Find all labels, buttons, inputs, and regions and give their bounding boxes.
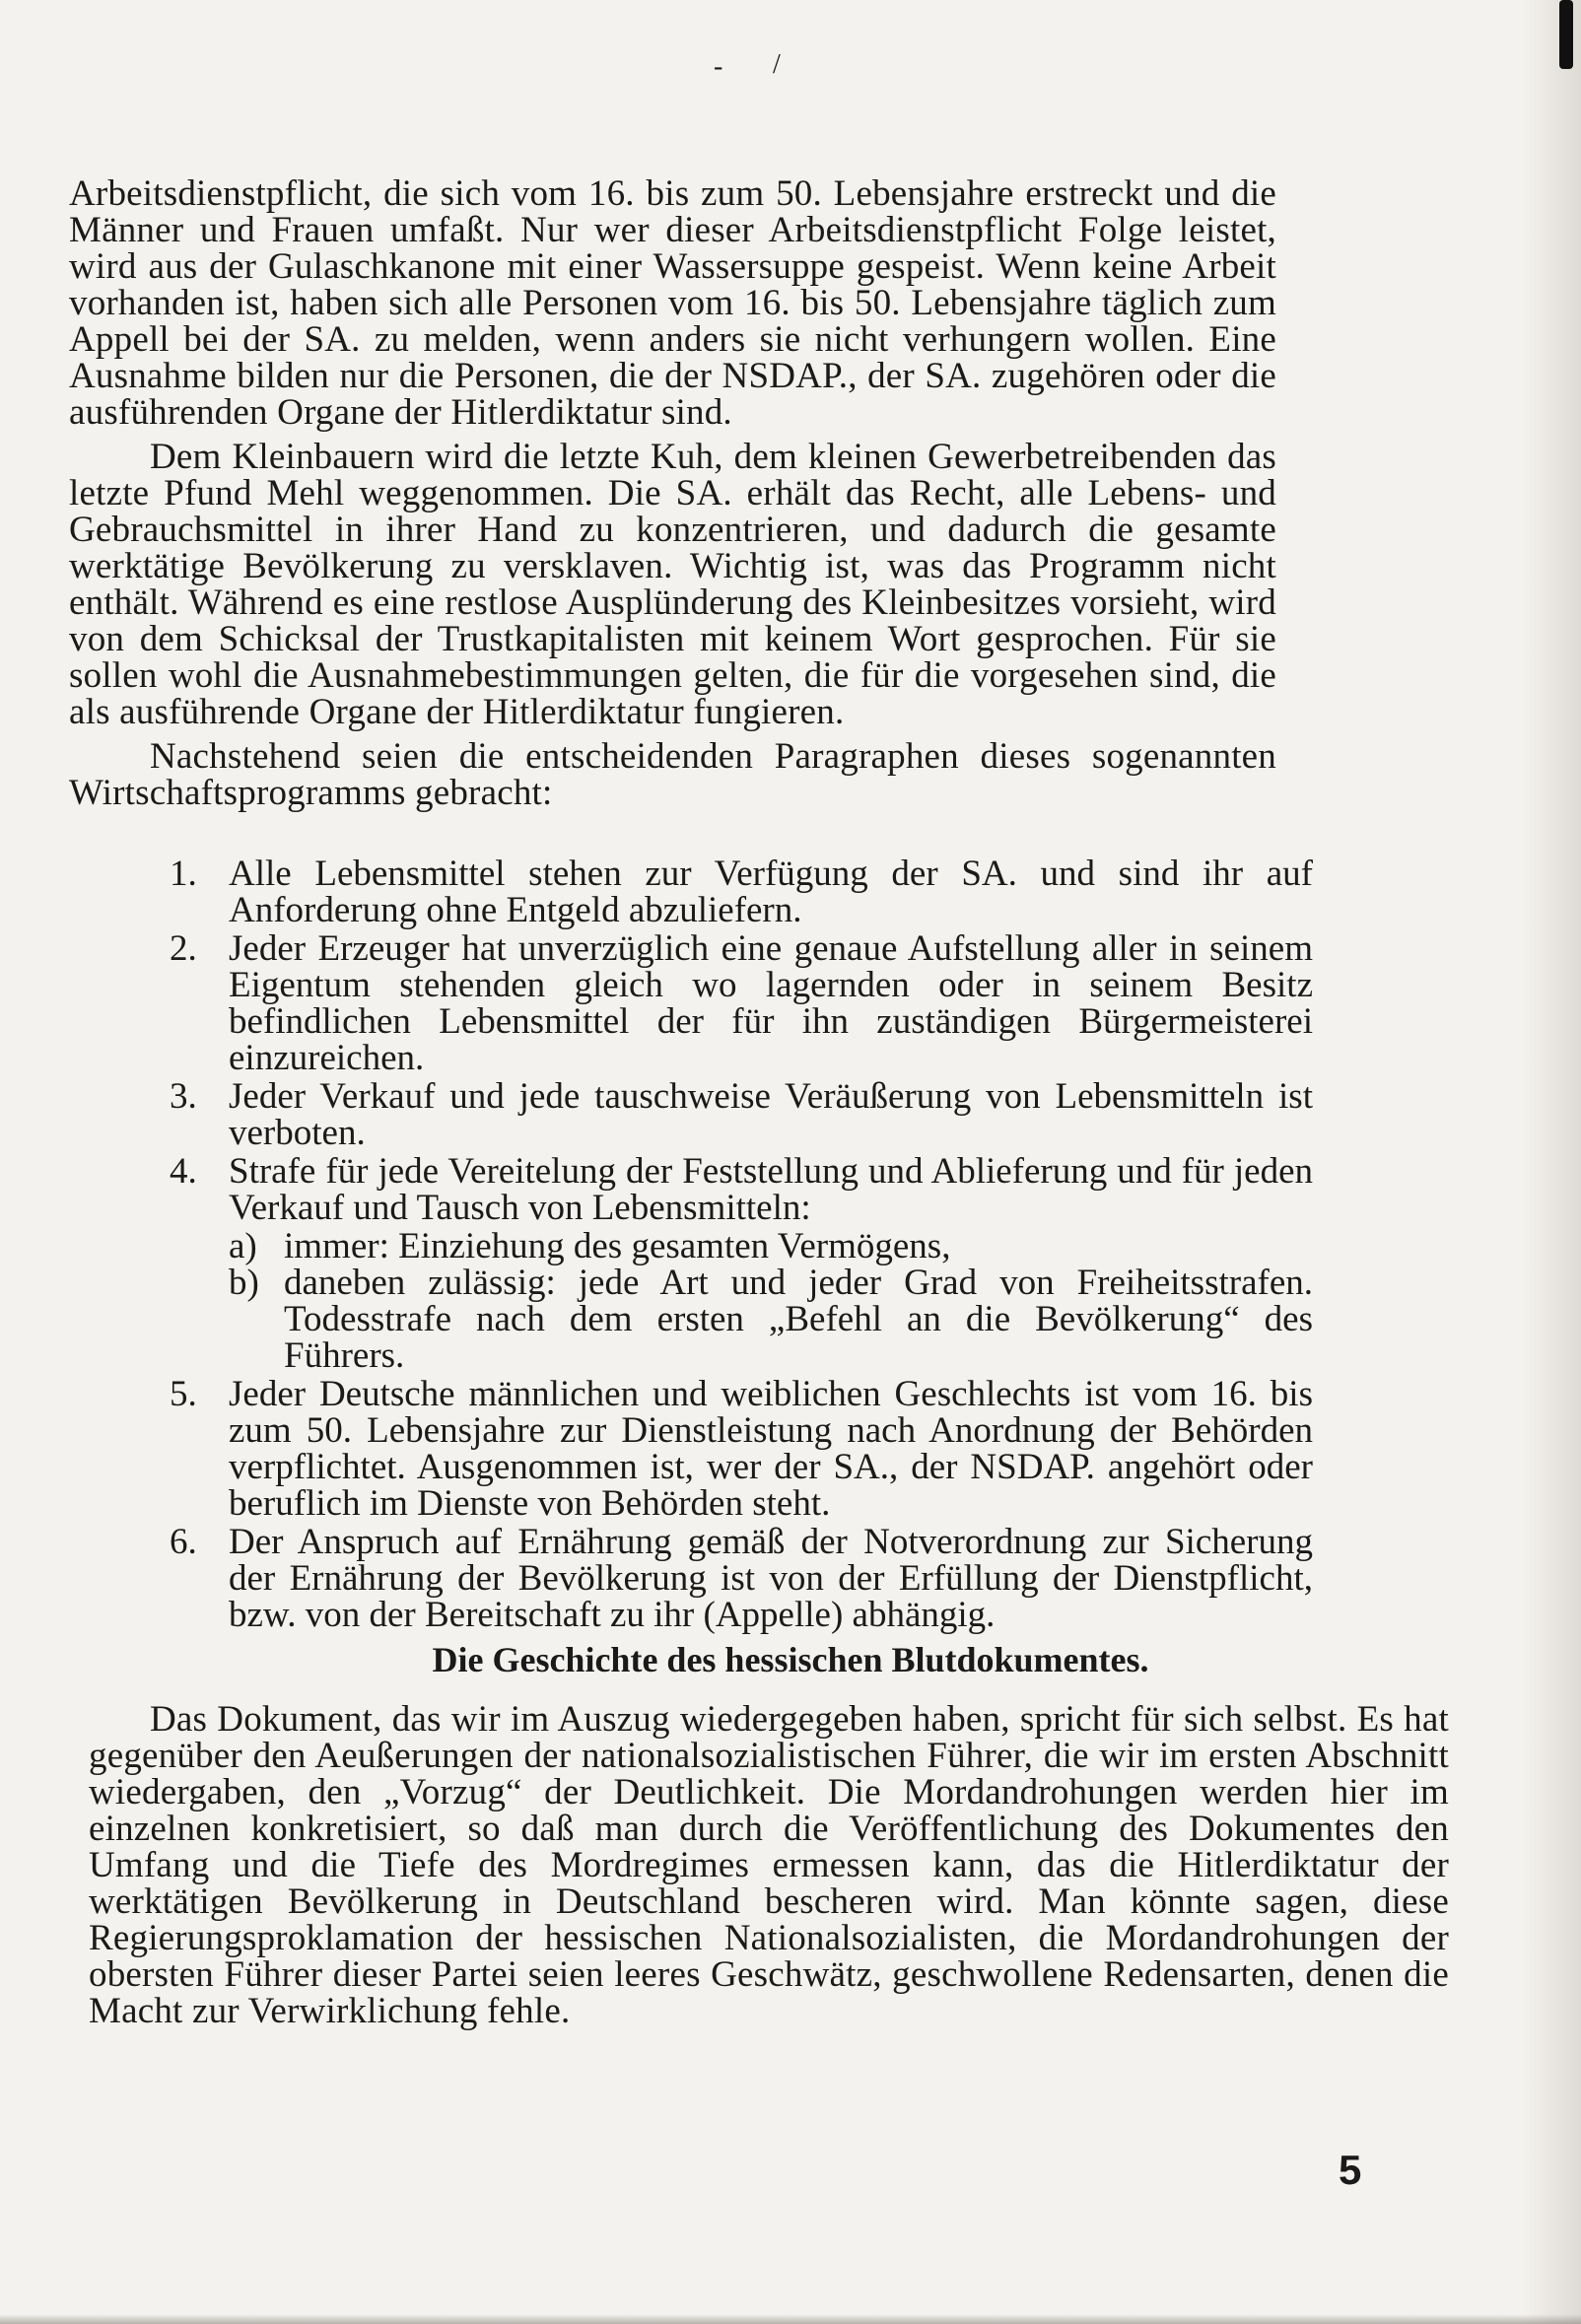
list-item-number: 6.: [170, 1522, 197, 1562]
print-mark-dash: -: [714, 51, 723, 82]
list-item: [170, 1376, 1313, 1522]
sub-item-text: immer: Einziehung des gesamten Vermögens,: [284, 1226, 951, 1266]
paragraph-3: Nachstehend seien die entscheidenden Paragraphen dieses sogenannten Wirtschaftsprogramms gebracht:: [69, 736, 1276, 813]
scan-edge-streak: [1559, 0, 1573, 69]
list-item: [170, 930, 1313, 1076]
list-item-number: 2.: [170, 928, 197, 969]
body-text-bottom: [89, 1699, 1449, 2031]
list-item-text: Der Anspruch auf Ernährung gemäß der Notverordnung zur Sicherung der Ernährung der Bevölkerung ist von der Erfüllung der Dienstpflicht, bzw. von der Bereitschaft zu ihr (Appelle) abhängig.: [229, 1522, 1313, 1635]
list-item-text: Jeder Erzeuger hat unverzüglich eine genaue Aufstellung aller in seinem Eigentum stehenden gleich wo lagernden oder in seinem Besitz befindlichen Lebensmittel der für ihn zuständigen Bürgermeisterei einzureichen.: [229, 928, 1313, 1078]
list-item-text: Strafe für jede Vereitelung der Feststellung und Ablieferung und für jeden Verkauf und Tausch von Lebensmitteln:: [229, 1151, 1313, 1228]
list-item: [170, 1524, 1313, 1633]
list-item-text: Jeder Verkauf und jede tauschweise Veräußerung von Lebensmitteln ist verboten.: [229, 1076, 1313, 1153]
sub-item: [229, 1228, 1313, 1265]
list-item-number: 4.: [170, 1151, 197, 1192]
sub-item-label: a): [229, 1226, 257, 1266]
sub-item-label: b): [229, 1263, 259, 1303]
list-item-number: 5.: [170, 1374, 197, 1414]
sub-item-text: daneben zulässig: jede Art und jeder Grad von Freiheitsstrafen. Todesstrafe nach dem ersten „Befehl an die Bevölkerung“ des Führers.: [284, 1263, 1313, 1376]
sub-item: [229, 1265, 1313, 1374]
section-heading: Die Geschichte des hessischen Blutdokumentes.: [432, 1640, 1149, 1679]
page-number: 5: [1339, 2147, 1362, 2193]
program-paragraph-list: [170, 855, 1313, 1635]
list-item-number: 1.: [170, 854, 197, 894]
paragraph-4: Das Dokument, das wir im Auszug wiedergegeben haben, spricht für sich selbst. Es hat gegenüber den Aeußerungen der nationalsozialistischen Führer, die wir im ersten Abschnitt wiedergaben, den „Vorzug“ der Deutlichkeit. Die Mordandrohungen werden hier im einzelnen konkretisiert, so daß man durch die Veröffentlichung des Dokumentes den Umfang und die Tiefe des Mordregimes ermessen kann, das die Hitlerdiktatur der werktätigen Bevölkerung in Deutschland bescheren wird. Man könnte sagen, diese Regierungsproklamation der hessischen Nationalsozialisten, die Mordandrohungen der obersten Führer dieser Partei seien leeres Geschwätz, geschwollene Redensarten, denen die Macht zur Verwirklichung fehle.: [89, 1699, 1449, 2031]
print-mark-tick: /: [773, 49, 781, 80]
page-edge-shadow: [1522, 0, 1581, 2324]
list-item-number: 3.: [170, 1076, 197, 1117]
paragraph-2: Dem Kleinbauern wird die letzte Kuh, dem kleinen Gewerbetreibenden das letzte Pfund Mehl weggenommen. Die SA. erhält das Recht, alle Lebens- und Gebrauchsmittel in ihrer Hand zu konzentrieren, und dadurch die gesamte werktätige Bevölkerung zu versklaven. Wichtig ist, was das Programm nicht enthält. Während es eine restlose Ausplünderung des Kleinbesitzes vorsieht, wird von dem Schicksal der Trustkapitalisten mit keinem Wort gesprochen. Für sie sollen wohl die Ausnahmebestimmungen gelten, die für die vorgesehen sind, die als ausführende Organe der Hitlerdiktatur fungieren.: [69, 437, 1276, 732]
list-item-text: Jeder Deutsche männlichen und weiblichen Geschlechts ist vom 16. bis zum 50. Lebensjahre zur Dienstleistung nach Anordnung der Behörden verpflichtet. Ausgenommen ist, wer der SA., der NSDAP. angehört oder beruflich im Dienste von Behörden steht.: [229, 1374, 1313, 1524]
body-text-top: [69, 175, 1276, 811]
paragraph-1: Arbeitsdienstpflicht, die sich vom 16. bis zum 50. Lebensjahre erstreckt und die Männer und Frauen umfaßt. Nur wer dieser Arbeitsdienstpflicht Folge leistet, wird aus der Gulaschkanone mit einer Wassersuppe gespeist. Wenn keine Arbeit vorhanden ist, haben sich alle Personen vom 16. bis 50. Lebensjahre täglich zum Appell bei der SA. zu melden, wenn anders sie nicht verhungern wollen. Eine Ausnahme bilden nur die Personen, die der NSDAP., der SA. zugehören oder die ausführenden Organe der Hitlerdiktatur sind.: [69, 173, 1276, 433]
list-item: [170, 1078, 1313, 1151]
page-bottom-edge: [0, 2314, 1581, 2324]
list-item-text: Alle Lebensmittel stehen zur Verfügung der SA. und sind ihr auf Anforderung ohne Entgeld abzuliefern.: [229, 854, 1313, 930]
list-item: [170, 1153, 1313, 1226]
list-item: [170, 855, 1313, 928]
